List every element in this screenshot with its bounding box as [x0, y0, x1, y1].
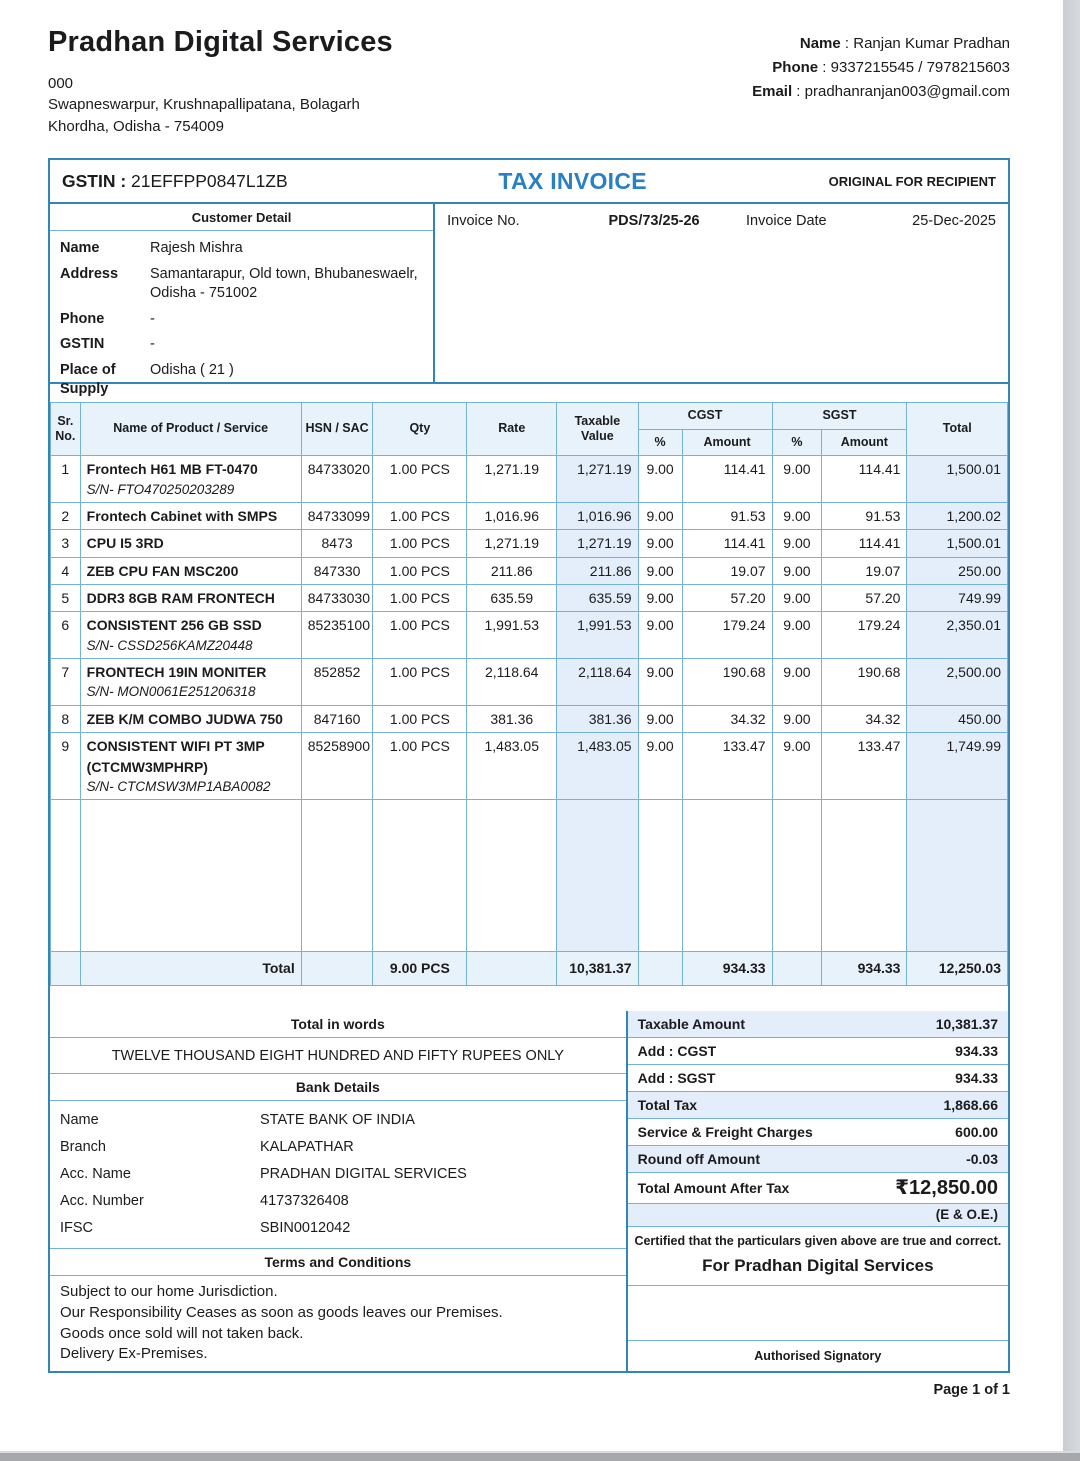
- item-sr: 1: [51, 456, 81, 503]
- item-name: [80, 733, 301, 800]
- table-row: [51, 503, 1008, 530]
- col-header-sgst: SGST: [772, 403, 907, 430]
- bank-detail-label: IFSC: [60, 1220, 94, 1237]
- summary-row: [628, 1092, 1008, 1119]
- bank-detail-label: Name: [60, 1112, 99, 1129]
- seller-contact-label: Email: [752, 83, 793, 100]
- item-total: 2,500.00: [907, 659, 1008, 706]
- item-cgst-amount: 179.24: [682, 612, 772, 659]
- invoice-no-label: Invoice No.: [447, 213, 520, 229]
- bank-details: [50, 1101, 626, 1249]
- total-cell: [467, 952, 557, 985]
- item-product-name: Frontech H61 MB FT-0470: [86, 461, 258, 478]
- items-table: [50, 402, 1008, 986]
- terms-line: Subject to our home Jurisdiction.: [60, 1283, 278, 1301]
- seller-contact-label: Phone: [772, 59, 819, 76]
- item-rate: 2,118.64: [467, 659, 557, 706]
- item-product-name: DDR3 8GB RAM FRONTECH: [86, 590, 275, 606]
- item-total: 1,749.99: [907, 733, 1008, 800]
- summary-row-label: Add : CGST: [637, 1042, 717, 1059]
- item-rate: 1,271.19: [467, 456, 557, 503]
- item-rate: 1,016.96: [467, 503, 557, 530]
- total-cell: Total: [80, 952, 301, 985]
- summary-row: [628, 1173, 1008, 1204]
- summary-row-label: Taxable Amount: [637, 1015, 746, 1032]
- item-sgst-amount: 114.41: [822, 530, 907, 557]
- table-filler-row: [51, 800, 1008, 952]
- item-product-name: FRONTECH 19IN MONITER: [86, 664, 267, 681]
- bank-detail-value: SBIN0012042: [260, 1220, 351, 1237]
- customer-row-label: GSTIN: [60, 336, 105, 353]
- item-qty: 1.00 PCS: [373, 456, 467, 503]
- item-total: 450.00: [907, 706, 1008, 733]
- item-total: 250.00: [907, 557, 1008, 584]
- signature-space: [628, 1286, 1008, 1341]
- item-rate: 1,483.05: [467, 733, 557, 800]
- item-product-name: Frontech Cabinet with SMPS: [86, 508, 278, 525]
- item-cgst-pct: 9.00: [638, 706, 682, 733]
- item-sgst-pct: 9.00: [772, 503, 822, 530]
- summary-row-label: Total Amount After Tax: [637, 1179, 790, 1196]
- item-hsn: 84733030: [301, 585, 373, 612]
- item-hsn: 85258900: [301, 733, 373, 800]
- item-taxable: 1,016.96: [557, 503, 638, 530]
- item-name: [80, 503, 301, 530]
- party-section: [50, 204, 1008, 398]
- item-taxable: 1,991.53: [557, 612, 638, 659]
- filler-cell: [772, 800, 822, 952]
- seller-address-line: 000: [48, 75, 74, 92]
- item-hsn: 84733020: [301, 456, 373, 503]
- item-taxable: 211.86: [557, 557, 638, 584]
- bank-detail-value: STATE BANK OF INDIA: [260, 1112, 415, 1129]
- summary-row: [628, 1146, 1008, 1173]
- invoice-content: [48, 0, 1010, 1407]
- summary-row-label: Add : SGST: [637, 1069, 716, 1086]
- item-sr: 9: [51, 733, 81, 800]
- bank-detail-label: Acc. Name: [60, 1166, 131, 1183]
- bank-detail-value: 41737326408: [260, 1193, 349, 1210]
- filler-cell: [682, 800, 772, 952]
- item-cgst-amount: 57.20: [682, 585, 772, 612]
- summary-row-value: 10,381.37: [935, 1015, 998, 1032]
- item-sr: 7: [51, 659, 81, 706]
- item-sgst-pct: 9.00: [772, 557, 822, 584]
- total-cell: [638, 952, 682, 985]
- item-rate: 211.86: [467, 557, 557, 584]
- summary-rows: [628, 1011, 1008, 1204]
- summary-row-value: 934.33: [955, 1069, 998, 1086]
- filler-cell: [557, 800, 638, 952]
- items-tbody: [51, 456, 1008, 986]
- item-sr: 5: [51, 585, 81, 612]
- seller-address-line: Khordha, Odisha - 754009: [48, 117, 224, 135]
- item-qty: 1.00 PCS: [373, 733, 467, 800]
- customer-row-label: Phone: [60, 310, 105, 327]
- item-taxable: 381.36: [557, 706, 638, 733]
- item-taxable: 2,118.64: [557, 659, 638, 706]
- summary-row: [628, 1038, 1008, 1065]
- item-sgst-pct: 9.00: [772, 706, 822, 733]
- filler-cell: [51, 800, 81, 952]
- item-taxable: 1,483.05: [557, 733, 638, 800]
- invoice-meta: [435, 204, 1008, 382]
- item-sgst-amount: 133.47: [822, 733, 907, 800]
- summary-row: [628, 1065, 1008, 1092]
- item-sr: 6: [51, 612, 81, 659]
- table-row: [51, 557, 1008, 584]
- item-serial-number: S/N- MON0061E251206318: [86, 684, 256, 700]
- summary-panel: [628, 1011, 1008, 1371]
- item-taxable: 1,271.19: [557, 456, 638, 503]
- total-in-words-text: TWELVE THOUSAND EIGHT HUNDRED AND FIFTY RUPEES ONLY: [50, 1038, 626, 1074]
- bank-detail-value: KALAPATHAR: [260, 1139, 354, 1156]
- total-cell: 10,381.37: [557, 952, 638, 985]
- summary-row-value: ₹12,850.00: [895, 1177, 998, 1200]
- item-cgst-pct: 9.00: [638, 557, 682, 584]
- bottom-left-panel: [50, 1011, 628, 1371]
- customer-panel: [50, 204, 435, 398]
- bank-detail-row: [60, 1193, 616, 1209]
- seller-contact-row: [752, 32, 1010, 56]
- item-total: 1,500.01: [907, 456, 1008, 503]
- item-hsn: 8473: [301, 530, 373, 557]
- item-sgst-pct: 9.00: [772, 530, 822, 557]
- total-cell: 934.33: [682, 952, 772, 985]
- item-sgst-pct: 9.00: [772, 612, 822, 659]
- item-sr: 2: [51, 503, 81, 530]
- item-cgst-pct: 9.00: [638, 585, 682, 612]
- item-sgst-pct: 9.00: [772, 659, 822, 706]
- item-product-name: ZEB CPU FAN MSC200: [86, 562, 239, 579]
- bottom-section: [50, 1011, 1008, 1371]
- terms-text: [50, 1276, 626, 1371]
- summary-row: [628, 1119, 1008, 1146]
- page-number: Page 1 of 1: [933, 1382, 1010, 1398]
- summary-row-label: Total Tax: [637, 1096, 698, 1113]
- invoice-frame: [48, 158, 1010, 1373]
- item-hsn: 84733099: [301, 503, 373, 530]
- seller-info: [48, 26, 393, 137]
- item-hsn: 852852: [301, 659, 373, 706]
- customer-row: [60, 335, 423, 354]
- item-qty: 1.00 PCS: [373, 503, 467, 530]
- customer-row: [60, 239, 423, 258]
- bank-detail-label: Acc. Number: [60, 1193, 144, 1210]
- bank-detail-row: [60, 1220, 616, 1236]
- item-sgst-amount: 91.53: [822, 503, 907, 530]
- table-row: [51, 456, 1008, 503]
- item-product-name: ZEB K/M COMBO JUDWA 750: [86, 711, 283, 728]
- item-cgst-pct: 9.00: [638, 456, 682, 503]
- col-header-cgst-amount: Amount: [682, 429, 772, 456]
- item-sgst-amount: 190.68: [822, 659, 907, 706]
- customer-row-label: Address: [60, 265, 119, 282]
- invoice-date-label: Invoice Date: [746, 213, 827, 229]
- table-row: [51, 530, 1008, 557]
- item-qty: 1.00 PCS: [373, 530, 467, 557]
- summary-row: [628, 1011, 1008, 1038]
- col-header-sr: Sr. No.: [51, 403, 81, 456]
- item-rate: 381.36: [467, 706, 557, 733]
- certified-text: Certified that the particulars given above are true and correct.: [634, 1233, 1002, 1248]
- filler-cell: [301, 800, 373, 952]
- col-header-hsn: HSN / SAC: [301, 403, 373, 456]
- seller-contact-label: Name: [799, 35, 841, 52]
- summary-row-value: 934.33: [955, 1042, 998, 1059]
- total-cell: 934.33: [822, 952, 907, 985]
- item-total: 1,200.02: [907, 503, 1008, 530]
- authorised-signatory-label: Authorised Signatory: [754, 1349, 882, 1363]
- item-name: [80, 659, 301, 706]
- seller-address: [48, 73, 393, 137]
- seller-contact-row: [752, 80, 1010, 104]
- invoice-date-value: 25-Dec-2025: [912, 213, 996, 229]
- item-name: [80, 585, 301, 612]
- item-product-name: CONSISTENT WIFI PT 3MP (CTCMW3MPHRP): [86, 738, 265, 775]
- col-header-sgst-pct: %: [772, 429, 822, 456]
- gstin-bar: [50, 160, 1008, 204]
- bank-detail-row: [60, 1139, 616, 1155]
- item-hsn: 847330: [301, 557, 373, 584]
- col-header-cgst: CGST: [638, 403, 772, 430]
- col-header-cgst-pct: %: [638, 429, 682, 456]
- item-sgst-amount: 179.24: [822, 612, 907, 659]
- item-serial-number: S/N- CTCMSW3MP1ABA0082: [86, 778, 271, 794]
- item-sr: 3: [51, 530, 81, 557]
- summary-row-value: 600.00: [955, 1123, 998, 1140]
- item-cgst-amount: 190.68: [682, 659, 772, 706]
- item-sgst-pct: 9.00: [772, 585, 822, 612]
- item-cgst-amount: 34.32: [682, 706, 772, 733]
- total-cell: [51, 952, 81, 985]
- bank-detail-row: [60, 1112, 616, 1128]
- item-taxable: 1,271.19: [557, 530, 638, 557]
- item-cgst-amount: 19.07: [682, 557, 772, 584]
- item-cgst-pct: 9.00: [638, 530, 682, 557]
- total-cell: [772, 952, 822, 985]
- item-qty: 1.00 PCS: [373, 612, 467, 659]
- item-product-name: CPU I5 3RD: [86, 535, 164, 552]
- bank-detail-row: [60, 1166, 616, 1182]
- item-cgst-amount: 91.53: [682, 503, 772, 530]
- summary-row-label: Service & Freight Charges: [637, 1123, 813, 1140]
- customer-row-value: Odisha ( 21 ): [150, 362, 234, 379]
- terms-line: Our Responsibility Ceases as soon as goods leaves our Premises.: [60, 1303, 503, 1321]
- seller-contact: [752, 26, 1010, 104]
- document-title: TAX INVOICE: [498, 167, 647, 194]
- filler-cell: [907, 800, 1008, 952]
- bank-detail-label: Branch: [60, 1139, 106, 1156]
- bank-detail-value: PRADHAN DIGITAL SERVICES: [260, 1166, 467, 1183]
- item-total: 1,500.01: [907, 530, 1008, 557]
- table-row: [51, 733, 1008, 800]
- seller-contact-value: : pradhanranjan003@gmail.com: [792, 83, 1010, 100]
- seller-address-line: Swapneswarpur, Krushnapallipatana, Bolagarh: [48, 96, 360, 114]
- gstin-value: 21EFFPP0847L1ZB: [131, 170, 288, 191]
- customer-row: [60, 310, 423, 329]
- table-row: [51, 706, 1008, 733]
- item-cgst-amount: 114.41: [682, 530, 772, 557]
- item-name: [80, 456, 301, 503]
- bottom-bar: [0, 1451, 1080, 1461]
- item-serial-number: S/N- FTO470250203289: [86, 481, 235, 497]
- spacer: [50, 986, 1008, 1011]
- seller-contact-value: : Ranjan Kumar Pradhan: [840, 35, 1010, 52]
- item-cgst-amount: 133.47: [682, 733, 772, 800]
- item-cgst-pct: 9.00: [638, 659, 682, 706]
- filler-cell: [822, 800, 907, 952]
- item-hsn: 847160: [301, 706, 373, 733]
- item-qty: 1.00 PCS: [373, 706, 467, 733]
- company-name: Pradhan Digital Services: [48, 26, 393, 58]
- item-sgst-pct: 9.00: [772, 733, 822, 800]
- table-total-row: [51, 952, 1008, 985]
- customer-row-value: Samantarapur, Old town, Bhubaneswaelr, Odisha - 751002: [150, 265, 418, 301]
- table-row: [51, 612, 1008, 659]
- item-name: [80, 557, 301, 584]
- col-header-total: Total: [907, 403, 1008, 456]
- signature-for-company: For Pradhan Digital Services: [702, 1255, 934, 1275]
- item-sr: 8: [51, 706, 81, 733]
- item-name: [80, 530, 301, 557]
- seller-contact-value: : 9337215545 / 7978215603: [818, 59, 1010, 76]
- item-total: 2,350.01: [907, 612, 1008, 659]
- customer-row-value: -: [150, 310, 155, 327]
- col-header-sgst-amount: Amount: [822, 429, 907, 456]
- terms-header: Terms and Conditions: [50, 1249, 626, 1276]
- certified-block: [628, 1227, 1008, 1286]
- item-sgst-amount: 114.41: [822, 456, 907, 503]
- seller-gstin: [62, 171, 498, 192]
- item-qty: 1.00 PCS: [373, 557, 467, 584]
- copy-type-label: ORIGINAL FOR RECIPIENT: [828, 173, 996, 189]
- filler-cell: [373, 800, 467, 952]
- item-sgst-amount: 34.32: [822, 706, 907, 733]
- invoice-meta-row: [447, 213, 996, 229]
- item-rate: 1,991.53: [467, 612, 557, 659]
- item-product-name: CONSISTENT 256 GB SSD: [86, 617, 262, 634]
- page-edge-strip: [1063, 0, 1080, 1461]
- bank-details-header: Bank Details: [50, 1074, 626, 1101]
- customer-row-value: Rajesh Mishra: [150, 240, 243, 256]
- terms-line: Delivery Ex-Premises.: [60, 1345, 208, 1363]
- item-rate: 635.59: [467, 585, 557, 612]
- total-cell: 9.00 PCS: [373, 952, 467, 985]
- item-rate: 1,271.19: [467, 530, 557, 557]
- summary-row-value: -0.03: [966, 1150, 998, 1167]
- item-name: [80, 612, 301, 659]
- item-name: [80, 706, 301, 733]
- customer-detail-header: Customer Detail: [50, 204, 433, 231]
- summary-row-label: Round off Amount: [637, 1150, 761, 1167]
- col-header-qty: Qty: [373, 403, 467, 456]
- col-header-name: Name of Product / Service: [80, 403, 301, 456]
- total-cell: [301, 952, 373, 985]
- item-sgst-pct: 9.00: [772, 456, 822, 503]
- filler-cell: [638, 800, 682, 952]
- customer-row: [60, 265, 423, 303]
- spacer: [50, 384, 1008, 402]
- table-row: [51, 585, 1008, 612]
- item-cgst-pct: 9.00: [638, 503, 682, 530]
- item-qty: 1.00 PCS: [373, 585, 467, 612]
- item-total: 749.99: [907, 585, 1008, 612]
- eoe-note: (E & O.E.): [628, 1204, 1008, 1227]
- customer-row-label: Name: [60, 240, 100, 256]
- total-in-words-header: Total in words: [50, 1011, 626, 1038]
- item-qty: 1.00 PCS: [373, 659, 467, 706]
- col-header-taxable: Taxable Value: [557, 403, 638, 456]
- terms-line: Goods once sold will not taken back.: [60, 1324, 304, 1342]
- summary-row-value: 1,868.66: [943, 1096, 998, 1113]
- item-serial-number: S/N- CSSD256KAMZ20448: [86, 637, 253, 653]
- document-header: [48, 0, 1010, 158]
- item-hsn: 85235100: [301, 612, 373, 659]
- item-sr: 4: [51, 557, 81, 584]
- customer-rows: [50, 231, 433, 399]
- item-taxable: 635.59: [557, 585, 638, 612]
- col-header-rate: Rate: [467, 403, 557, 456]
- item-sgst-amount: 19.07: [822, 557, 907, 584]
- item-cgst-pct: 9.00: [638, 733, 682, 800]
- filler-cell: [80, 800, 301, 952]
- seller-contact-row: [752, 56, 1010, 80]
- item-sgst-amount: 57.20: [822, 585, 907, 612]
- invoice-no-value: PDS/73/25-26: [608, 213, 700, 229]
- item-cgst-pct: 9.00: [638, 612, 682, 659]
- filler-cell: [467, 800, 557, 952]
- total-cell: 12,250.03: [907, 952, 1008, 985]
- customer-row-value: -: [150, 336, 155, 353]
- item-cgst-amount: 114.41: [682, 456, 772, 503]
- table-row: [51, 659, 1008, 706]
- customer-row-label: Place of Supply: [60, 362, 116, 398]
- gstin-label: GSTIN :: [62, 170, 127, 191]
- items-table-header: [51, 403, 1008, 456]
